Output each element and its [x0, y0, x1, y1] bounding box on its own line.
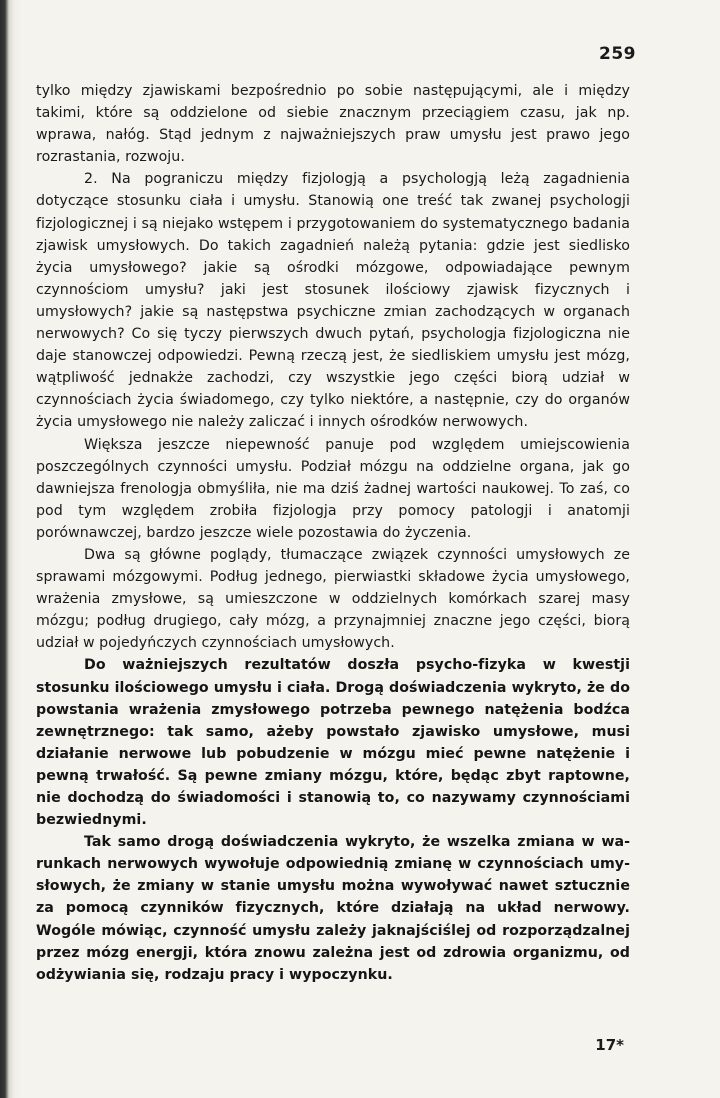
body-text: [36, 80, 630, 986]
paragraph-psychophysics: Do ważniejszych rezultatów doszła psycho-fizyka w kwestji stosunku ilościowego umysłu i ciała. Drogą doświadczenia wykryto, że do powstania wrażenia zmysłowego potrzeba pewnego natężenia bodźca zewnętrznego: tak samo, ażeby powstało zjawisko umysłowe, musi działanie nerwowe lub pobudzenie w mózgu mieć pewne natężenie i pewną trwałość. Są pewne zmiany mózgu, które, będąc zbyt raptowne, nie dochodzą do świadomości i stanowią to, co nazywamy czynnościami bezwiednymi.: [36, 657, 630, 829]
paragraph-continuation: tylko między zjawiskami bezpośrednio po sobie następującymi, ale i między takimi, które są oddzielone od siebie znacznym przeciągiem czasu, jak np. wprawa, nałóg. Stąd jednym z najważniejszych praw umysłu jest prawo jego rozrastania, rozwoju.: [36, 83, 630, 166]
page-number: 259: [599, 44, 636, 64]
paragraph-two-views: Dwa są główne poglądy, tłumaczące związek czynności umysłowych ze sprawami mózgowymi. Podług jednego, pierwiastki składowe życia umysłowego, wrażenia zmysłowe, są umieszczone w oddzielnych komórkach szarej masy mózgu; podług drugiego, cały mózg, a przynajmniej znaczne jego części, biorą udział w pojedyńczych czynnościach umysłowych.: [36, 546, 630, 652]
paragraph-experiments: Tak samo drogą doświadczenia wykryto, że wszelka zmiana w warunkach nerwowych wywołuje odpowiednią zmianę w czynnościach umysłowych, że zmiany w stanie umysłu można wywoływać nawet sztucznie za pomocą czynników fizycznych, które działają na układ nerwowy. Wogóle mówiąc, czynność umysłu zależy jaknajściślej od rozporządzalnej przez mózg energji, która znowu zależna jest od zdrowia organizmu, od odżywiania się, rodzaju pracy i wypoczynku.: [36, 834, 630, 983]
printer-signature-mark: 17*: [595, 1036, 624, 1054]
paragraph-section-2: 2. Na pograniczu między fizjologją a psychologją leżą zagadnienia dotyczące stosunku ciała i umysłu. Stanowią one treść tak zwanej psychologji fizjologicznej i są niejako wstępem i przygotowaniem do systematycznego badania zjawisk umysłowych. Do takich zagadnień należą pytania: gdzie jest siedlisko życia umysłowego? jakie są ośrodki mózgowe, odpowiadające pewnym czynnościom umysłu? jaki jest stosunek ilościowy zjawisk fizycznych i umysłowych? jakie są następstwa psychiczne zmian zachodzących w organach nerwowych? Co się tyczy pierwszych dwuch pytań, psychologja fizjologiczna nie daje stanowczej odpowiedzi. Pewną rzeczą jest, że siedliskiem umysłu jest mózg, wątpliwość jednakże zachodzi, czy wszystkie jego części biorą udział w czynnościach życia świadomego, czy tylko niektóre, a następnie, czy do organów życia umysłowego nie należy zaliczać i innych ośrodków nerwowych.: [36, 171, 630, 431]
paragraph-localization: Większa jeszcze niepewność panuje pod względem umiejscowienia poszczególnych czynności umysłu. Podział mózgu na oddzielne organa, jak go dawniejsza frenologja obmyśliła, nie ma dziś żadnej wartości naukowej. To zaś, co pod tym względem zrobiła fizjologja przy pomocy patologji i anatomji porównawczej, bardzo jeszcze wiele pozostawia do życzenia.: [36, 436, 630, 541]
